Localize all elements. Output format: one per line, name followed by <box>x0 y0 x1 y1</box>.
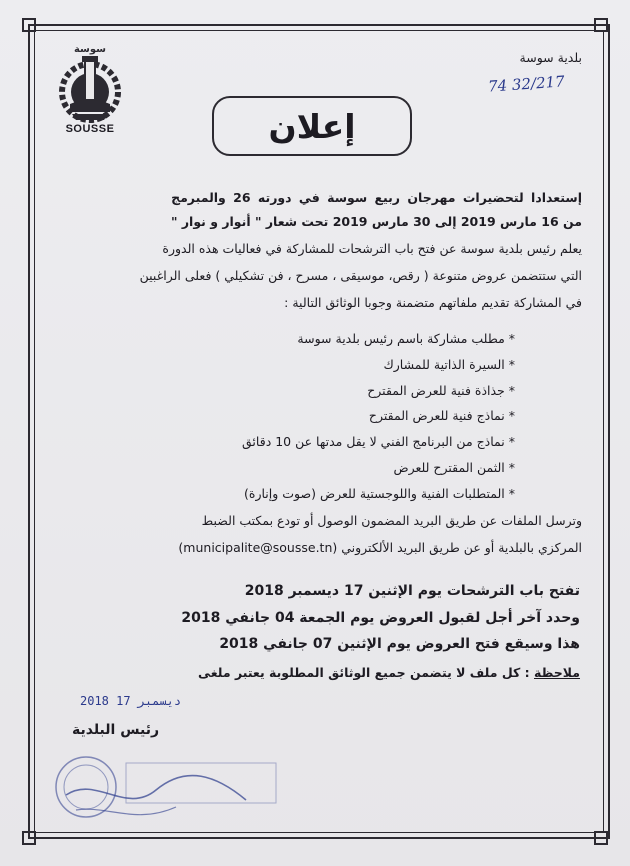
required-document-item: * السيرة الذاتية للمشارك <box>383 357 515 372</box>
required-document-item: * جذاذة فنية للعرض المقترح <box>367 383 515 398</box>
announcement-title-box <box>212 96 412 156</box>
logo-caption: SOUSSE <box>65 123 115 135</box>
border-corner-ornament <box>22 18 36 32</box>
date-line: وحدد آخر أجل لقبول العروض يوم الجمعة 04 جانفي 2018 <box>181 610 580 626</box>
body-line: التي ستتضمن عروض متنوعة ( رقص، موسيقى ، مسرح ، فن تشكيلي ) فعلى الراغبين <box>139 268 582 283</box>
required-document-item: * المتطلبات الفنية واللوجستية للعرض (صوت وإنارة) <box>244 486 515 501</box>
required-document-item: * مطلب مشاركة باسم رئيس بلدية سوسة <box>297 331 515 346</box>
body-line: يعلم رئيس بلدية سوسة عن فتح باب الترشحات للمشاركة في فعاليات هذه الدورة <box>162 241 582 256</box>
body-line: في المشاركة تقديم ملفاتهم متضمنة وجوبا الوثائق التالية : <box>284 295 582 310</box>
date-line: هذا وسيقع فتح العروض يوم الإثنين 07 جانفي 2018 <box>219 636 580 652</box>
date-line: تفتح باب الترشحات يوم الإثنين 17 ديسمبر 2018 <box>244 583 580 599</box>
submission-line: المركزي بالبلدية أو عن طريق البريد الألكتروني (municipalite@sousse.tn) <box>178 540 582 555</box>
submission-line: وترسل الملفات عن طريق البريد المضمون الوصول أو تودع بمكتب الضبط <box>201 513 582 528</box>
note-text: : كل ملف لا يتضمن جميع الوثائق المطلوبة يعتبر ملغى <box>198 665 530 680</box>
municipality-header: بلدية سوسة <box>519 50 582 65</box>
border-corner-ornament <box>594 18 608 32</box>
svg-text:سوسة: سوسة <box>73 44 107 55</box>
announcement-title: إعلان <box>268 106 356 146</box>
required-document-item: * نماذج فنية للعرض المقترح <box>368 408 515 423</box>
official-stamp <box>46 735 286 835</box>
border-corner-ornament <box>594 831 608 845</box>
signature-title: رئيس البلدية <box>72 722 160 738</box>
handwritten-reference-number: 74 32/217 <box>487 72 566 96</box>
required-document-item: * نماذج من البرنامج الفني لا يقل مدتها عن 10 دقائق <box>242 434 515 449</box>
note <box>198 665 580 680</box>
border-corner-ornament <box>22 831 36 845</box>
body-line: إستعدادا لتحضيرات مهرجان ربيع سوسة في دورته 26 والمبرمج <box>171 190 582 205</box>
stamp-date: 2018 ديسمبر 17 <box>80 694 182 708</box>
note-label: ملاحظة <box>534 665 580 680</box>
body-line: من 16 مارس 2019 إلى 30 مارس 2019 تحت شعار " أنوار و نوار " <box>170 214 582 229</box>
required-document-item: * الثمن المقترح للعرض <box>393 460 515 475</box>
